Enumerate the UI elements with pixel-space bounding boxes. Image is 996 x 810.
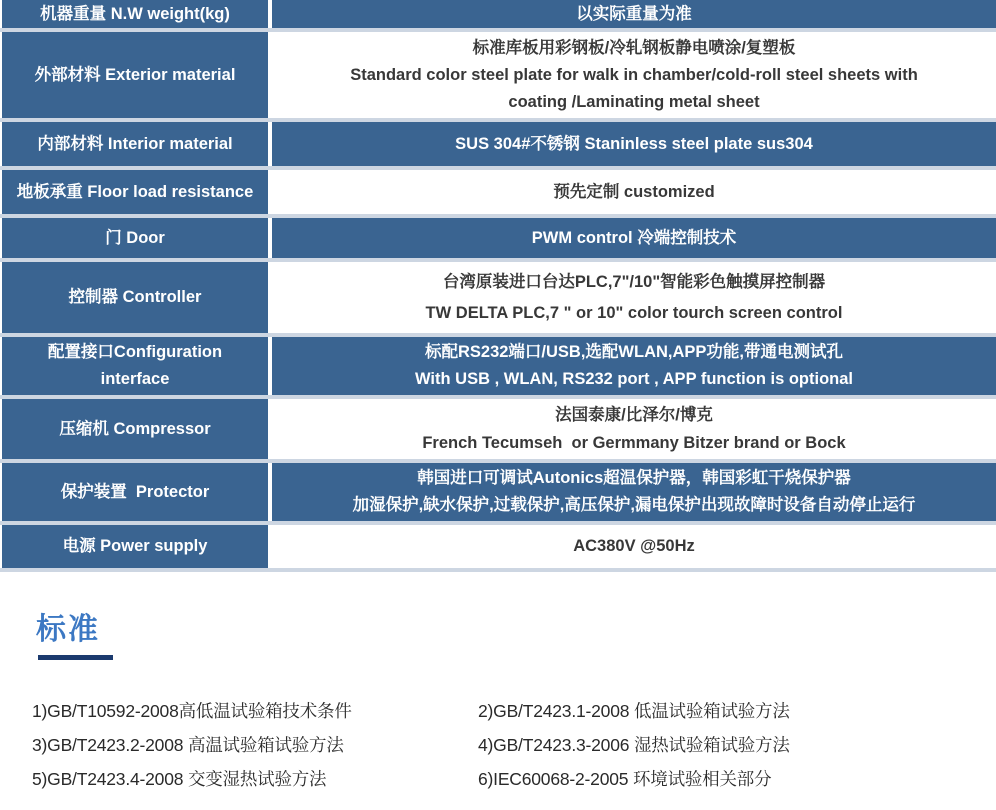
spec-value: 法国泰康/比泽尔/博克 (555, 406, 713, 425)
heading-underline (38, 655, 113, 660)
spec-value: French Tecumseh or Germmany Bitzer brand or Bock (422, 433, 846, 452)
spec-value-cell (272, 0, 996, 28)
standard-item: 2)GB/T2423.1-2008 低温试验箱试验方法 (478, 701, 790, 721)
standard-item: 1)GB/T10592-2008高低温试验箱技术条件 (32, 701, 352, 721)
standards-heading: 标准 (36, 613, 100, 646)
standard-item: 4)GB/T2423.3-2006 湿热试验箱试验方法 (478, 735, 790, 755)
table-row (2, 463, 996, 521)
spec-label: interface (100, 370, 170, 389)
standards-list (0, 700, 996, 790)
spec-value-cell (272, 170, 996, 214)
spec-label: 控制器 Controller (68, 288, 202, 307)
spec-label-cell (2, 122, 268, 166)
standard-item: 5)GB/T2423.4-2008 交变湿热试验方法 (32, 769, 327, 789)
spec-value-cell (272, 122, 996, 166)
spec-label: 保护装置 Protector (60, 482, 210, 501)
spec-value: 以实际重量为准 (576, 4, 692, 23)
spec-label-cell (2, 399, 268, 459)
table-row (2, 170, 996, 214)
spec-value: 台湾原装进口台达PLC,7"/10"智能彩色触摸屏控制器 (442, 272, 826, 291)
spec-value-cell (272, 463, 996, 521)
standard-item: 3)GB/T2423.2-2008 高温试验箱试验方法 (32, 735, 344, 755)
table-row (2, 337, 996, 395)
spec-label: 电源 Power supply (62, 537, 208, 556)
spec-label: 配置接口Configuration (47, 343, 223, 362)
spec-value: With USB , WLAN, RS232 port , APP function is optional (414, 370, 854, 389)
spec-label: 压缩机 Compressor (59, 419, 211, 438)
spec-label: 外部材料 Exterior material (34, 65, 236, 84)
spec-value-cell (272, 218, 996, 258)
table-row (2, 0, 996, 28)
spec-value: Standard color steel plate for walk in chamber/cold-roll steel sheets with (350, 65, 918, 84)
spec-value: SUS 304#不锈钢 Staninless steel plate sus304 (455, 134, 813, 153)
spec-value: 标配RS232端口/USB,选配WLAN,APP功能,带通电测试孔 (424, 343, 844, 362)
spec-value: 韩国进口可调试Autonics超温保护器，韩国彩虹干烧保护器 (417, 469, 851, 488)
spec-value: coating /Laminating metal sheet (508, 92, 760, 111)
spec-label-cell (2, 32, 268, 118)
table-row (2, 32, 996, 118)
table-row (2, 122, 996, 166)
spec-value-cell (272, 399, 996, 459)
standards-section-header (36, 612, 996, 660)
spec-value: TW DELTA PLC,7 " or 10" color tourch screen control (425, 303, 843, 322)
table-row (2, 218, 996, 258)
table-row (2, 399, 996, 459)
spec-label: 地板承重 Floor load resistance (16, 182, 254, 201)
spec-value: PWM control 冷端控制技术 (531, 228, 737, 247)
spec-label: 门 Door (105, 228, 165, 247)
spec-label-cell (2, 262, 268, 333)
table-row (2, 262, 996, 333)
spec-label-cell (2, 463, 268, 521)
spec-label-cell (2, 170, 268, 214)
spec-label-cell (2, 218, 268, 258)
spec-value-cell (272, 262, 996, 333)
spec-label-cell (2, 337, 268, 395)
spec-value-cell (272, 525, 996, 568)
spec-label: 内部材料 Interior material (37, 134, 233, 153)
spec-label-cell (2, 0, 268, 28)
spec-value-cell (272, 337, 996, 395)
spec-value: 预先定制 customized (553, 182, 715, 201)
spec-label-cell (2, 525, 268, 568)
spec-value: 加湿保护,缺水保护,过载保护,高压保护,漏电保护出现故障时设备自动停止运行 (352, 496, 916, 515)
table-row (2, 525, 996, 568)
spec-value: AC380V @50Hz (573, 537, 695, 556)
spec-label: 机器重量 N.W weight(kg) (40, 4, 230, 23)
spec-value: 标准库板用彩钢板/冷轧钢板静电喷涂/复塑板 (472, 38, 796, 57)
spec-value-cell (272, 32, 996, 118)
standard-item: 6)IEC60068-2-2005 环境试验相关部分 (478, 769, 772, 789)
